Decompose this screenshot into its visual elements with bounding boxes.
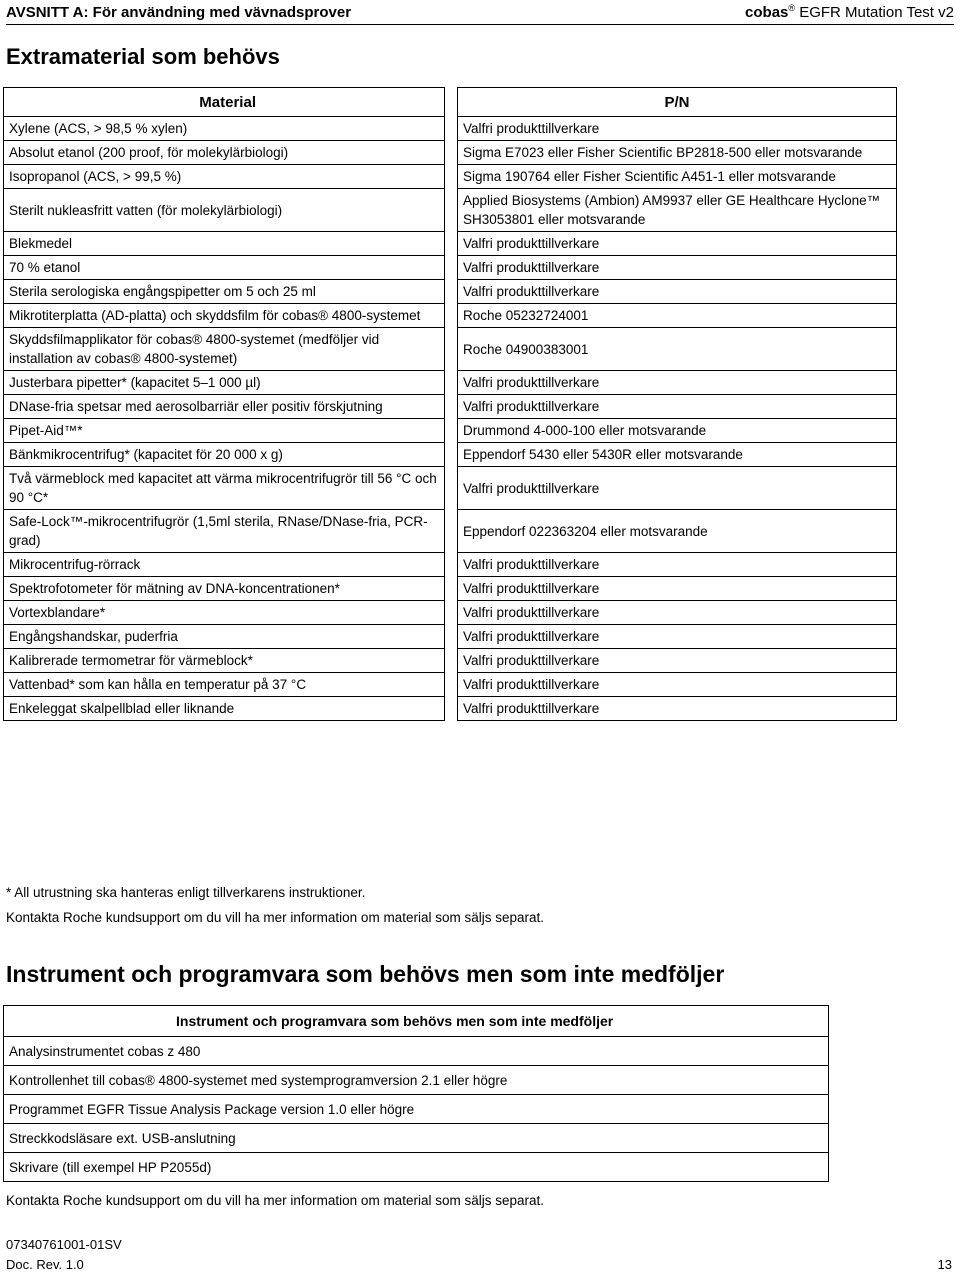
table-row [4, 165, 897, 189]
material-cell: Spektrofotometer för mätning av DNA-koncentrationen* [4, 577, 445, 601]
material-cell: 70 % etanol [4, 256, 445, 280]
material-cell: Kalibrerade termometrar för värmeblock* [4, 649, 445, 673]
pn-cell: Valfri produkttillverkare [458, 371, 897, 395]
table-row [4, 141, 897, 165]
material-cell: Justerbara pipetter* (kapacitet 5–1 000 µl) [4, 371, 445, 395]
material-cell: Mikrocentrifug-rörrack [4, 553, 445, 577]
footnote-contact: Kontakta Roche kundsupport om du vill ha mer information om material som säljs separat. [6, 910, 544, 925]
pn-cell: Valfri produkttillverkare [458, 117, 897, 141]
material-cell: Sterila serologiska engångspipetter om 5 och 25 ml [4, 280, 445, 304]
material-cell: Isopropanol (ACS, > 99,5 %) [4, 165, 445, 189]
pn-cell: Roche 04900383001 [458, 328, 897, 371]
table-row [4, 443, 897, 467]
material-cell: Safe-Lock™-mikrocentrifugrör (1,5ml sterila, RNase/DNase-fria, PCR-grad) [4, 510, 445, 553]
instrument-cell: Programmet EGFR Tissue Analysis Package version 1.0 eller högre [4, 1095, 829, 1124]
material-cell: Pipet-Aid™* [4, 419, 445, 443]
table-row [4, 256, 897, 280]
product-brand: cobas [745, 3, 789, 21]
footnote-equipment: * All utrustning ska hanteras enligt tillverkarens instruktioner. [6, 885, 366, 900]
material-cell: DNase-fria spetsar med aerosolbarriär eller positiv förskjutning [4, 395, 445, 419]
pn-cell: Valfri produkttillverkare [458, 232, 897, 256]
material-cell: Skyddsfilmapplikator för cobas® 4800-systemet (medföljer vid installation av cobas® 4800-systemet) [4, 328, 445, 371]
material-cell: Vattenbad* som kan hålla en temperatur på 37 °C [4, 673, 445, 697]
table-row [4, 117, 897, 141]
table-row [4, 1124, 829, 1153]
table-row [4, 1037, 829, 1066]
table-row [4, 395, 897, 419]
table-row [4, 601, 897, 625]
instrument-cell: Skrivare (till exempel HP P2055d) [4, 1153, 829, 1182]
pn-cell: Valfri produkttillverkare [458, 673, 897, 697]
pn-cell: Valfri produkttillverkare [458, 256, 897, 280]
pn-cell: Applied Biosystems (Ambion) AM9937 eller GE Healthcare Hyclone™ SH3053801 eller motsvarande [458, 189, 897, 232]
pn-cell: Valfri produkttillverkare [458, 553, 897, 577]
page-header [6, 0, 954, 25]
table-row [4, 1153, 829, 1182]
doc-revision: Doc. Rev. 1.0 [6, 1257, 84, 1272]
pn-cell: Sigma 190764 eller Fisher Scientific A451-1 eller motsvarande [458, 165, 897, 189]
product-title: EGFR Mutation Test v2 [799, 3, 954, 21]
pn-cell: Valfri produkttillverkare [458, 697, 897, 721]
section-label: AVSNITT A: För användning med vävnadsprover [6, 3, 352, 21]
table-row [4, 625, 897, 649]
column-header-material: Material [4, 88, 445, 117]
pn-cell: Roche 05232724001 [458, 304, 897, 328]
table-row [4, 467, 897, 510]
table-row [4, 371, 897, 395]
pn-cell: Eppendorf 5430 eller 5430R eller motsvarande [458, 443, 897, 467]
table-row [4, 553, 897, 577]
table-row [4, 189, 897, 232]
material-cell: Xylene (ACS, > 98,5 % xylen) [4, 117, 445, 141]
material-cell: Blekmedel [4, 232, 445, 256]
material-cell: Bänkmikrocentrifug* (kapacitet för 20 000 x g) [4, 443, 445, 467]
section-title-instruments: Instrument och programvara som behövs men som inte medföljer [6, 961, 725, 987]
doc-number: 07340761001-01SV [6, 1237, 122, 1252]
pn-cell: Sigma E7023 eller Fisher Scientific BP2818-500 eller motsvarande [458, 141, 897, 165]
material-cell: Två värmeblock med kapacitet att värma mikrocentrifugrör till 56 °C och 90 °C* [4, 467, 445, 510]
table-row [4, 510, 897, 553]
pn-cell: Valfri produkttillverkare [458, 601, 897, 625]
pn-cell: Valfri produkttillverkare [458, 625, 897, 649]
pn-cell: Valfri produkttillverkare [458, 280, 897, 304]
table-row [4, 577, 897, 601]
product-name: cobas® EGFR Mutation Test v2 [745, 2, 954, 21]
material-cell: Engångshandskar, puderfria [4, 625, 445, 649]
materials-table-body [4, 117, 897, 721]
instrument-cell: Streckkodsläsare ext. USB-anslutning [4, 1124, 829, 1153]
table-row [4, 649, 897, 673]
table-row [4, 232, 897, 256]
material-cell: Enkeleggat skalpellblad eller liknande [4, 697, 445, 721]
footnote-contact-2: Kontakta Roche kundsupport om du vill ha mer information om material som säljs separat. [6, 1193, 544, 1208]
material-cell: Mikrotiterplatta (AD-platta) och skyddsfilm för cobas® 4800-systemet [4, 304, 445, 328]
instruments-table-body [4, 1037, 829, 1182]
pn-cell: Drummond 4-000-100 eller motsvarande [458, 419, 897, 443]
table-row [4, 1095, 829, 1124]
page-number: 13 [937, 1257, 952, 1272]
materials-table [3, 87, 897, 721]
instrument-cell: Analysinstrumentet cobas z 480 [4, 1037, 829, 1066]
column-header-pn: P/N [458, 88, 897, 117]
material-cell: Sterilt nukleasfritt vatten (för molekylärbiologi) [4, 189, 445, 232]
pn-cell: Valfri produkttillverkare [458, 395, 897, 419]
table-row [4, 304, 897, 328]
table-row [4, 328, 897, 371]
column-header-instruments: Instrument och programvara som behövs men som inte medföljer [4, 1006, 829, 1037]
pn-cell: Valfri produkttillverkare [458, 467, 897, 510]
pn-cell: Valfri produkttillverkare [458, 577, 897, 601]
pn-cell: Valfri produkttillverkare [458, 649, 897, 673]
material-cell: Vortexblandare* [4, 601, 445, 625]
table-row [4, 1066, 829, 1095]
pn-cell: Eppendorf 022363204 eller motsvarande [458, 510, 897, 553]
table-row [4, 280, 897, 304]
table-row [4, 673, 897, 697]
table-row [4, 697, 897, 721]
instruments-table [3, 1005, 829, 1182]
material-cell: Absolut etanol (200 proof, för molekylärbiologi) [4, 141, 445, 165]
table-row [4, 419, 897, 443]
section-title-extra-materials: Extramaterial som behövs [6, 44, 280, 69]
instrument-cell: Kontrollenhet till cobas® 4800-systemet med systemprogramversion 2.1 eller högre [4, 1066, 829, 1095]
